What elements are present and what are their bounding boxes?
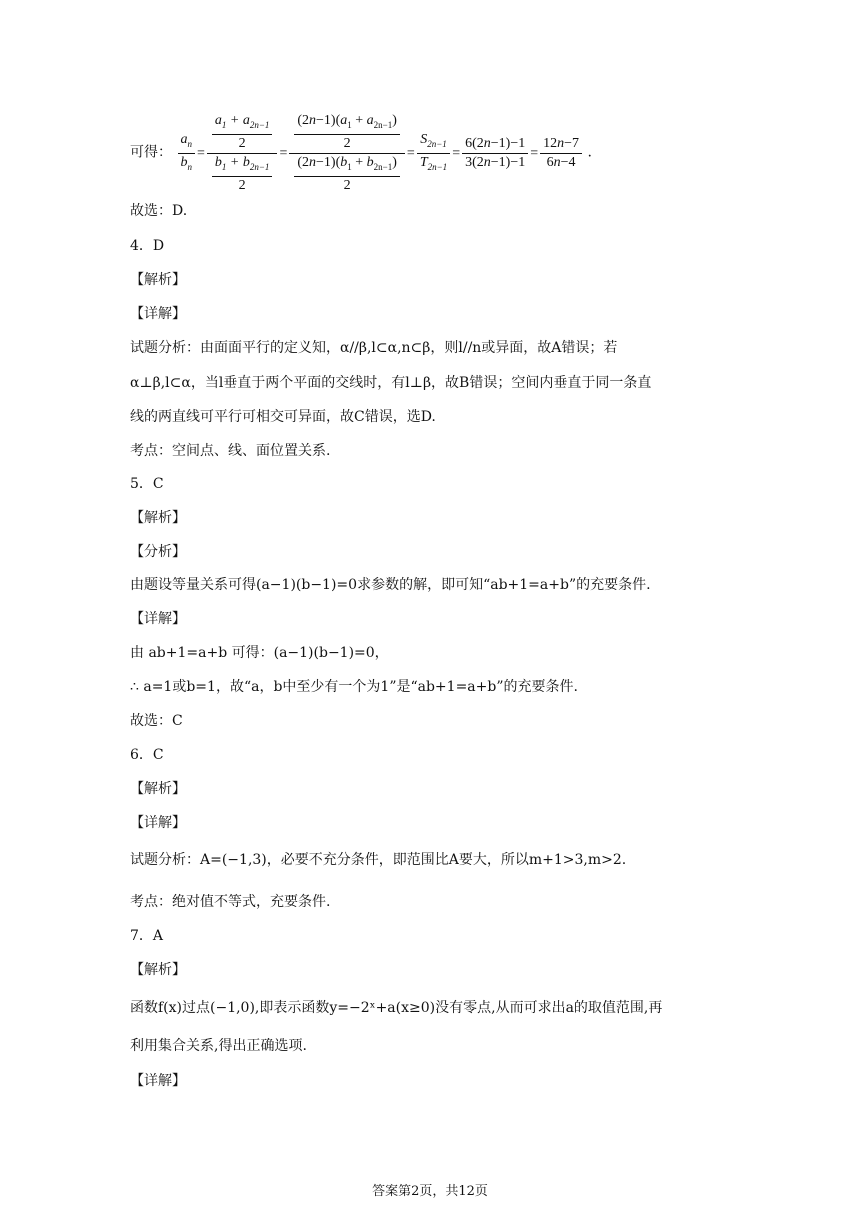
section-heading: 【解析】 xyxy=(130,781,186,797)
text-line: 由 ab+1=a+b 可得：(a−1)(b−1)=0， xyxy=(130,645,389,661)
text-line: 考点：绝对值不等式，充要条件. xyxy=(130,894,331,910)
page-footer: 答案第2页，共12页 xyxy=(372,1184,488,1199)
answer-heading-6: 6．C xyxy=(130,747,164,763)
section-heading: 【详解】 xyxy=(130,815,186,831)
text-line: 函数f(x)过点(−1,0),即表示函数y=−2ˣ+a(x≥0)没有零点,从而可求出a的取值范围,再 xyxy=(130,1000,663,1016)
section-heading: 【详解】 xyxy=(130,1073,186,1089)
text-line: 由题设等量关系可得(a−1)(b−1)=0求参数的解，即可知“ab+1=a+b”的充要条件. xyxy=(130,577,651,593)
text-line: 利用集合关系,得出正确选项. xyxy=(130,1038,307,1054)
text-line: 试题分析：由面面平行的定义知，α//β,l⊂α,n⊂β，则l//n或异面，故A错误；若 xyxy=(130,340,618,356)
text-line: 线的两直线可平行可相交可异面，故C错误，选D. xyxy=(130,409,436,425)
answer-heading-4: 4．D xyxy=(130,238,165,254)
formula-prefix: 可得： xyxy=(130,144,172,161)
answer-heading-7: 7．A xyxy=(130,928,164,944)
text-line: α⊥β,l⊂α，当l垂直于两个平面的交线时，有l⊥β，故B错误；空间内垂直于同一条直 xyxy=(130,375,652,391)
section-heading: 【详解】 xyxy=(130,611,186,627)
section-heading: 【解析】 xyxy=(130,510,186,526)
section-heading: 【详解】 xyxy=(130,306,186,322)
section-heading: 【解析】 xyxy=(130,962,186,978)
formula-suffix: . xyxy=(587,144,592,161)
text-line: 故选：C xyxy=(130,713,183,729)
text-line: ∴ a=1或b=1，故“a，b中至少有一个为1”是“ab+1=a+b”的充要条件. xyxy=(130,679,578,695)
formula-line xyxy=(130,112,592,193)
text-line: 故选：D. xyxy=(130,203,188,219)
ratio-formula: $\frac{a_n}{b_n}$ = $\frac{\frac{a_1 + a_{2n-1}}{2}}{\frac{b_1 + b_{2n-1}}{2}}$ = $\frac{\frac{(2n-1)(a_1 + a_{2n-1})}{2}}{\frac{(2n-1)(b_1 + b_{2n-1})}{2}}$ = $\frac{S_{2n-1}}{T_{2n-1}}$ = $\frac{6(2n-1)-1}{3(2n-1)-1}$ = $\frac{12n-7}{6n-4}$ xyxy=(172,146,588,161)
text-line: 试题分析：A=(−1,3)，必要不充分条件，即范围比A要大，所以m+1>3,m>2. xyxy=(130,852,627,868)
section-heading: 【分析】 xyxy=(130,544,186,560)
answer-heading-5: 5．C xyxy=(130,476,164,492)
text-line: 考点：空间点、线、面位置关系. xyxy=(130,443,331,459)
section-heading: 【解析】 xyxy=(130,272,186,288)
